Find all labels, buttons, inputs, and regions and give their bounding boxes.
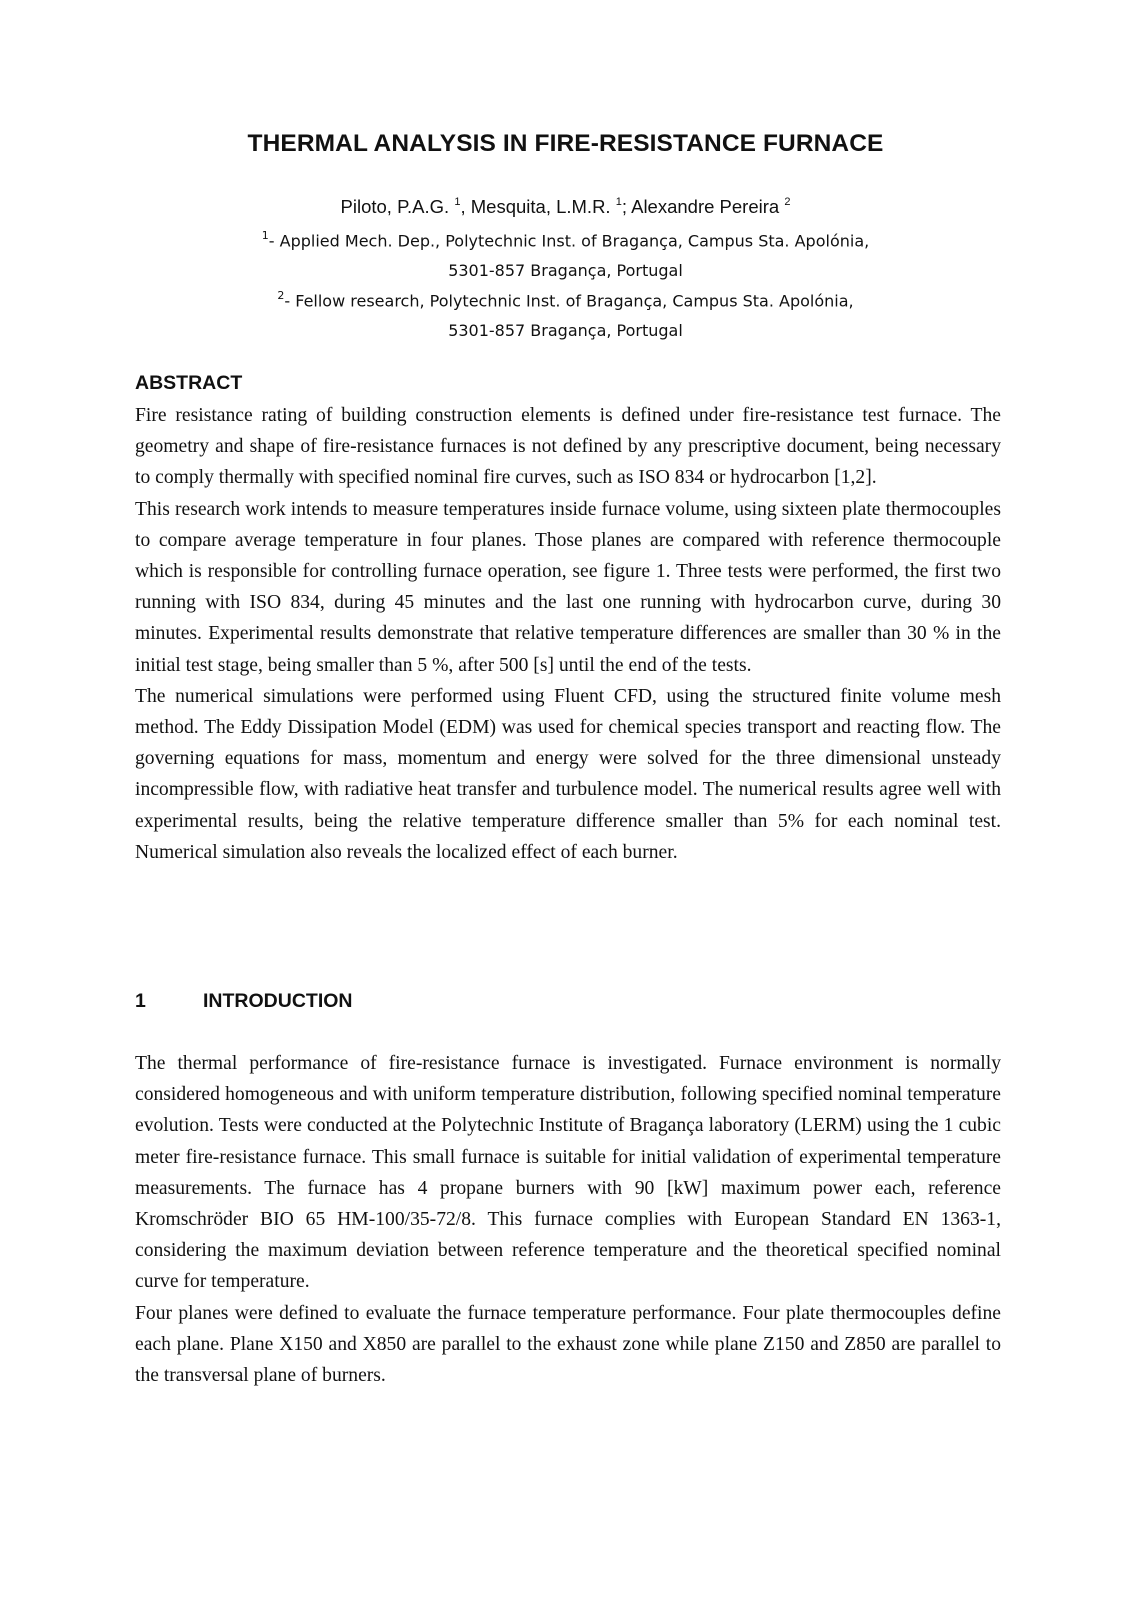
section-title: INTRODUCTION xyxy=(203,990,353,1012)
section-heading-introduction xyxy=(135,990,353,1013)
affiliation-1 xyxy=(0,222,1131,286)
abstract-paragraph: Fire resistance rating of building construction elements is defined under fire-resistance test furnace. The geometry and shape of fire-resistance furnaces is not defined by any prescriptive document, being necessary to comply thermally with specified nominal fire curves, such as ISO 834 or hydrocarbon [1,2]. xyxy=(135,405,1001,489)
author-name: , Mesquita, L.M.R. xyxy=(460,196,611,217)
affiliation-text: - Fellow research, Polytechnic Inst. of Bragança, Campus Sta. Apolónia, xyxy=(284,291,854,311)
affiliation-mark: 2 xyxy=(277,289,285,302)
abstract-heading: ABSTRACT xyxy=(135,372,243,394)
author-affiliation-mark: 1 xyxy=(615,195,622,208)
section-number: 1 xyxy=(135,990,146,1012)
affiliation-line xyxy=(0,222,1131,256)
affiliation-2 xyxy=(0,282,1131,346)
affiliation-line xyxy=(0,282,1131,316)
abstract-paragraph: The numerical simulations were performed using Fluent CFD, using the structured finite volume mesh method. The Eddy Dissipation Model (EDM) was used for chemical species transport and reacting flow. The governing equations for mass, momentum and energy were solved for the three dimensional unsteady incompressible flow, with radiative heat transfer and turbulence model. The numerical results agree well with experimental results, being the relative temperature difference smaller than 5% for each nominal test. Numerical simulation also reveals the localized effect of each burner. xyxy=(135,685,1001,863)
author-name: Piloto, P.A.G. xyxy=(340,196,450,217)
affiliation-address: 5301-857 Bragança, Portugal xyxy=(448,261,683,281)
introduction-paragraph: The thermal performance of fire-resistance furnace is investigated. Furnace environment is normally considered homogeneous and with uniform temperature distribution, following specified nominal temperature evolution. Tests were conducted at the Polytechnic Institute of Bragança laboratory (LERM) using the 1 cubic meter fire-resistance furnace. This small furnace is suitable for initial validation of experimental temperature measurements. The furnace has 4 propane burners with 90 [kW] maximum power each, reference Kromschröder BIO 65 HM-100/35-72/8. This furnace complies with European Standard EN 1363-1, considering the maximum deviation between reference temperature and the theoretical specified nominal curve for temperature. xyxy=(135,1053,1001,1293)
author-affiliation-mark: 1 xyxy=(454,195,461,208)
affiliation-mark: 1 xyxy=(261,229,269,242)
introduction-paragraph: Four planes were defined to evaluate the furnace temperature performance. Four plate thermocouples define each plane. Plane X150 and X850 are parallel to the exhaust zone while plane Z150 and Z850 are parallel to the transversal plane of burners. xyxy=(135,1302,1001,1387)
introduction-body xyxy=(135,1048,1001,1391)
affiliation-address: 5301-857 Bragança, Portugal xyxy=(448,321,683,341)
affiliation-text: - Applied Mech. Dep., Polytechnic Inst. of Bragança, Campus Sta. Apolónia, xyxy=(268,231,870,251)
author-affiliation-mark: 2 xyxy=(784,195,791,208)
author-line xyxy=(0,196,1131,218)
abstract-paragraph: This research work intends to measure temperatures inside furnace volume, using sixteen plate thermocouples to compare average temperature in four planes. Those planes are compared with reference thermocouple which is responsible for controlling furnace operation, see figure 1. Three tests were performed, the first two running with ISO 834, during 45 minutes and the last one running with hydrocarbon curve, during 30 minutes. Experimental results demonstrate that relative temperature differences are smaller than 30 % in the initial test stage, being smaller than 5 %, after 500 [s] until the end of the tests. xyxy=(135,498,1001,676)
author-name: ; Alexandre Pereira xyxy=(621,196,780,217)
paper-title: THERMAL ANALYSIS IN FIRE-RESISTANCE FURNACE xyxy=(247,130,884,157)
abstract-body xyxy=(135,400,1001,868)
